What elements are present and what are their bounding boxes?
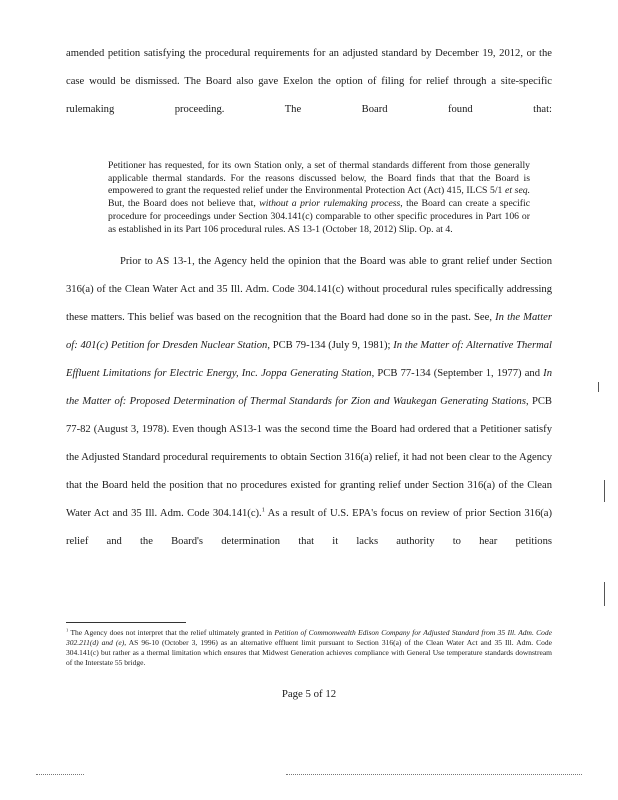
scan-artifact-line (286, 774, 582, 775)
margin-mark (604, 480, 605, 502)
paragraph-intro-text: amended petition satisfying the procedural requirements for an adjusted standard by December 19, 2012, or the case would be dismissed. The Board also gave Exelon the option of filing for relief through a site-specific rulemaking proceeding. The Board found that: (66, 48, 552, 115)
footnote-number: 1 (66, 627, 69, 633)
margin-mark (598, 382, 599, 392)
et-seq-italic: et seq. (505, 185, 531, 197)
page-number: Page 5 of 12 (281, 688, 337, 700)
quote-emphasis: without a prior rulemaking process (259, 198, 401, 210)
footnote-reference[interactable]: 1 (261, 506, 265, 514)
paragraph-agency-opinion: Prior to AS 13-1, the Agency held the opinion that the Board was able to grant relief under Section 316(a) of the Clean Water Act and 35 Ill. Adm. Code 304.141(c) without procedural rules specifically addressing these matters. This belief was based on the recognition that the Board had done so in the past. See, In the Matter of: 401(c) Petition for Dresden Nuclear Station, PCB 79-134 (July 9, 1981); In the Matter of: Alternative Thermal Effluent Limitations for Electric Energy, Inc. Joppa Generating Station, PCB 77-134 (September 1, 1977) and In the Matter of: Proposed Determination of Thermal Standards for Zion and Waukegan Generating Stations, PCB 77-82 (August 3, 1978). Even though AS13-1 was the second time the Board had ordered that a Petitioner satisfy the Adjusted Standard procedural requirements to obtain Section 316(a) relief, it had not been clear to the Agency that the Board held the position that no procedures existed for granting relief under Section 316(a) of the Clean Water Act and 35 Ill. Adm. Code 304.141(c).$^1$ As a result of U.S. EPA's focus on review of prior Section 316(a) relief and the Board's determination that it lacks authority to hear petitions (66, 256, 552, 547)
footnote-separator (66, 622, 186, 623)
case-citation-joppa: In the Matter of: Alternative Thermal Effluent Limitations for Electric Energy, Inc. Joppa Generating Station (66, 340, 552, 379)
paragraph-intro (66, 40, 552, 152)
margin-mark (604, 582, 605, 606)
case-citation-zion-waukegan: In the Matter of: Proposed Determination of Thermal Standards for Zion and Waukegan Generating Stations (66, 368, 552, 407)
scan-artifact-line (36, 774, 84, 775)
footnote-case-citation: Petition of Commonwealth Edison Company for Adjusted Standard from 35 Ill. Adm. Code 302.211(d) and (e) (66, 628, 552, 647)
block-quote: Petitioner has requested, for its own Station only, a set of thermal standards different from those generally applicable thermal standards. For the reasons discussed below, the Board finds that that the Board is empowered to grant the requested relief under the Environmental Protection Act (Act) 415, ILCS 5/1 et seq. But, the Board does not believe that, without a prior rulemaking process, the Board can create a specific procedure for proceedings under Section 304.141(c) comparable to other specific procedures in Part 106 or as established in its Part 106 procedural rules. AS 13-1 (October 18, 2012) Slip. Op. at 4. (108, 160, 531, 235)
case-citation-dresden: In the Matter of: 401(c) Petition for Dresden Nuclear Station (66, 312, 552, 351)
footnote: $^1$ The Agency does not interpret that the relief ultimately granted in Petition of Commonwealth Edison Company for Adjusted Standard from 35 Ill. Adm. Code 302.211(d) and (e), AS 96-10 (October 3, 1996) as an alternative effluent limit pursuant to Section 316(a) of the Clean Water Act and 35 Ill. Adm. Code 304.141(c) but rather as a thermal limitation which ensures that Midwest Generation achieves compliance with General Use temperature standards downstream of the Interstate 55 bridge. (66, 627, 552, 667)
